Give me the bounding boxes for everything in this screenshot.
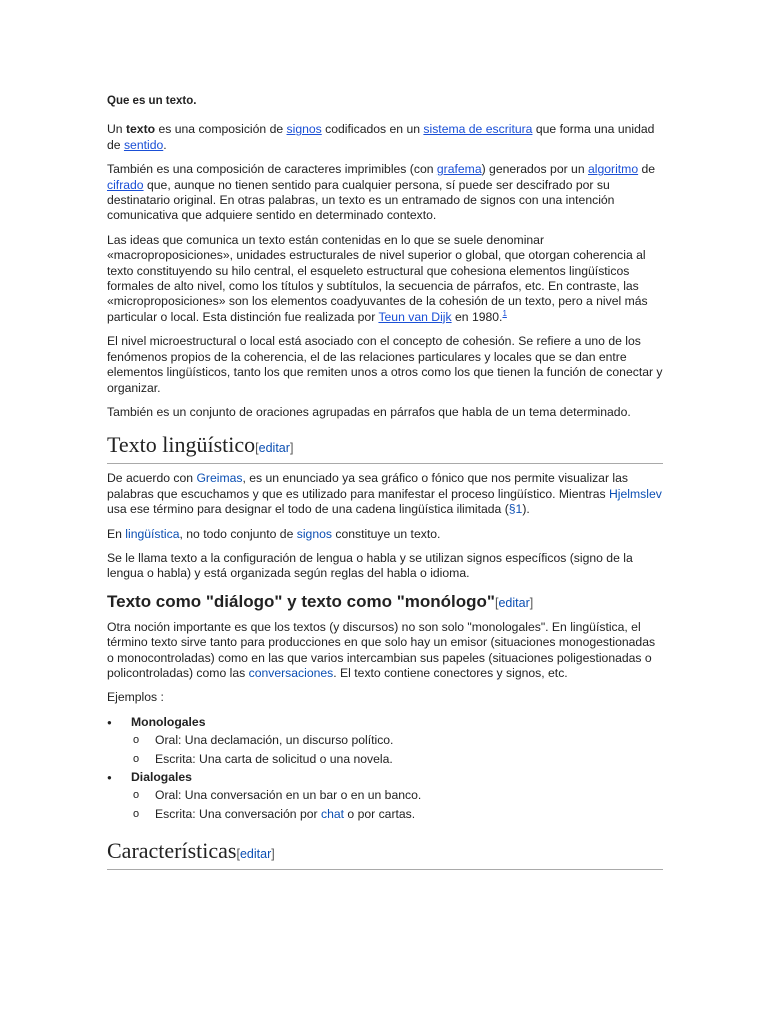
link-grafema[interactable]: grafema <box>436 162 482 177</box>
section-heading-caracteristicas: Características[editar] <box>107 838 663 870</box>
list-item-label: Dialogales <box>131 770 192 784</box>
list-item-monologales <box>107 715 663 767</box>
examples-label: Ejemplos : <box>107 690 164 705</box>
reference-1[interactable]: 1 <box>502 308 507 318</box>
article <box>107 94 663 877</box>
section1-paragraph-1: De acuerdo con Greimas, es un enunciado ya sea gráfico o fónico que nos permite visualizar las palabras que escuchamos y que es utilizado para manifestar el proceso lingüístico. Mientras Hjelmslev usa ese término para designar el todo de una cadena lingüística ilimitada (§1). <box>107 471 662 517</box>
intro-paragraph-4: El nivel microestructural o local está asociado con el concepto de cohesión. Se refiere a uno de los fenómenos propios de la coherencia, el de las relaciones particulares y locales que se dan entre elementos lingüísticos, tanto los que remiten unos a otros como los que tienen la función de conectar y organizar. <box>107 334 663 395</box>
sublist-item: o Escrita: Una conversación por chat o por cartas. <box>131 807 663 822</box>
term-texto: texto <box>125 122 156 137</box>
section-heading-dialogo-monologo: Texto como "diálogo" y texto como "monólogo"[editar] <box>107 591 534 611</box>
link-cifrado[interactable]: cifrado <box>107 177 144 192</box>
edit-section-link: [editar] <box>236 847 275 862</box>
link-hjelmslev[interactable]: Hjelmslev <box>609 486 662 501</box>
link-sentido[interactable]: sentido <box>123 137 164 152</box>
sublist-item: o Oral: Una conversación en un bar o en un banco. <box>131 788 663 803</box>
section1-paragraph-2: En lingüística, no todo conjunto de signos constituye un texto. <box>107 526 441 541</box>
list-item-dialogales <box>107 770 663 822</box>
link-linguistica[interactable]: lingüística <box>125 526 180 541</box>
link-algoritmo[interactable]: algoritmo <box>587 162 639 177</box>
edit-link-caracteristicas[interactable]: editar <box>239 847 272 862</box>
link-sistema-de-escritura[interactable]: sistema de escritura <box>423 122 533 137</box>
intro-paragraph-3: Las ideas que comunica un texto están contenidas en lo que se suele denominar «macroproposiciones», unidades estructurales de nivel superior o global, que otorgan coherencia al texto constituyendo su hilo central, el esqueleto estructural que cohesiona elementos lingüísticos formales de alto nivel, como los títulos y subtítulos, la secuencia de párrafos, etc. En contraste, las «microproposiciones» son los elementos coadyuvantes de la cohesión de un texto, pero a nivel más particular o local. Esta distinción fue realizada por Teun van Dijk en 1980.$^1$ <box>107 232 648 324</box>
edit-section-link: [editar] <box>255 441 294 456</box>
edit-section-link: [editar] <box>495 595 534 610</box>
section1-paragraph-3: Se le llama texto a la configuración de lengua o habla y se utilizan signos específicos (signo de la lengua o habla) y está organizada según reglas del habla o idioma. <box>107 550 633 581</box>
sublist-item: o Escrita: Una carta de solicitud o una novela. <box>131 752 663 767</box>
link-conversaciones[interactable]: conversaciones <box>248 665 334 680</box>
intro-paragraph-5: También es un conjunto de oraciones agrupadas en párrafos que habla de un tema determinado. <box>107 404 631 419</box>
examples-list <box>107 715 663 822</box>
section-heading-texto-linguistico: Texto lingüístico[editar] <box>107 432 663 464</box>
section2-paragraph-1: Otra noción importante es que los textos (y discursos) no son solo "monologales". En lingüística, el término texto sirve tanto para producciones en que solo hay un emisor (situaciones monogestionadas o monocontroladas) como en las que varios intercambian sus papeles (situaciones poligestionadas o policontroladas) como las conversaciones. El texto contiene conectores y signos, etc. <box>107 619 656 680</box>
intro-paragraph-2: También es una composición de caracteres imprimibles (con grafema) generados por un algoritmo de cifrado que, aunque no tienen sentido para cualquier persona, sí puede ser descifrado por su destinatario original. En otras palabras, un texto es un entramado de signos con una intención comunicativa que adquiere sentido en determinado contexto. <box>107 162 656 223</box>
link-greimas[interactable]: Greimas <box>196 471 243 486</box>
sublist <box>131 788 663 822</box>
document-title: Que es un texto. <box>107 95 197 107</box>
intro-paragraph-1: Un texto es una composición de signos codificados en un sistema de escritura que forma una unidad de sentido. <box>107 122 655 152</box>
edit-link-texto-linguistico[interactable]: editar <box>258 441 290 456</box>
link-teun-van-dijk[interactable]: Teun van Dijk <box>378 309 452 324</box>
sublist <box>131 733 663 767</box>
link-signos[interactable]: signos <box>286 122 322 137</box>
link-chat[interactable]: chat <box>320 806 345 821</box>
link-section-1[interactable]: §1 <box>508 502 523 517</box>
list-item-label: Monologales <box>131 714 206 729</box>
sublist-item: o Oral: Una declamación, un discurso político. <box>131 733 663 748</box>
edit-link-dialogo-monologo[interactable]: editar <box>498 595 530 610</box>
link-signos-2[interactable]: signos <box>296 526 332 541</box>
